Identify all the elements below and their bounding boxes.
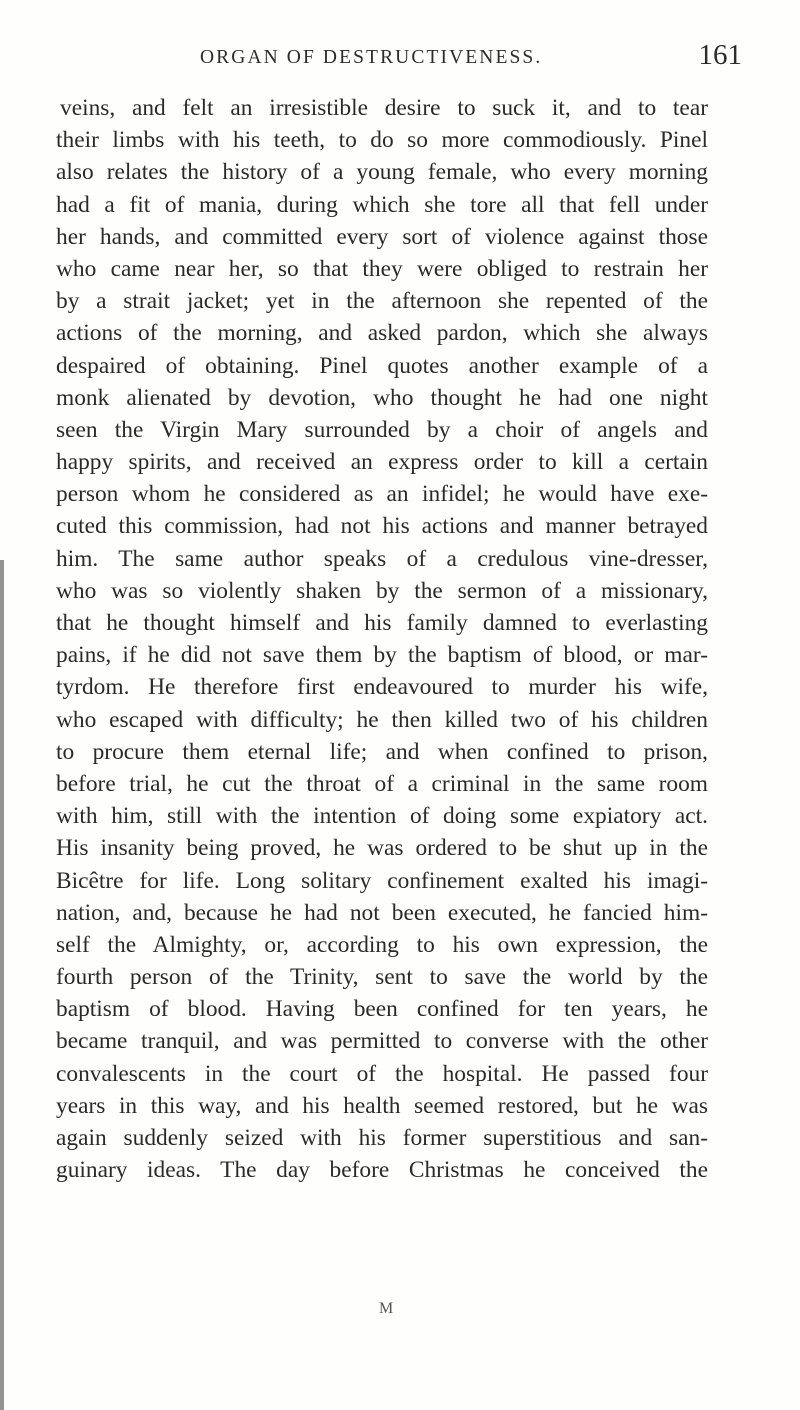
text-line: veins, and felt an irresistible desire to suck it, and to tear xyxy=(60,95,708,121)
text-line: again suddenly seized with his former superstitious and san- xyxy=(56,1125,708,1151)
body-text xyxy=(56,92,708,1186)
page-gutter-shadow xyxy=(0,560,4,1410)
text-line: convalescents in the court of the hospital. He passed four xyxy=(56,1060,708,1087)
page-number: 161 xyxy=(698,39,742,71)
text-line: before trial, he cut the throat of a criminal in the same room xyxy=(56,770,708,797)
text-line: with him, still with the intention of doing some expiatory act. xyxy=(56,803,708,830)
text-line: that he thought himself and his family damned to everlasting xyxy=(56,610,708,636)
text-line: happy spirits, and received an express order to kill a certain xyxy=(56,449,708,476)
text-line: nation, and, because he had not been executed, he fancied him- xyxy=(56,899,708,926)
text-line: pains, if he did not save them by the baptism of blood, or mar- xyxy=(56,642,708,669)
text-line: by a strait jacket; yet in the afternoon she repented of the xyxy=(56,288,708,315)
text-line: who escaped with difficulty; he then killed two of his children xyxy=(56,706,708,733)
text-line: baptism of blood. Having been confined for ten years, he xyxy=(56,996,708,1023)
text-line: him. The same author speaks of a credulous vine-dresser, xyxy=(56,545,708,572)
text-line: seen the Virgin Mary surrounded by a choir of angels and xyxy=(56,416,708,443)
text-line: became tranquil, and was permitted to converse with the other xyxy=(56,1028,708,1055)
text-line: who was so violently shaken by the sermon of a missionary, xyxy=(56,577,708,604)
text-line: to procure them eternal life; and when confined to prison, xyxy=(56,738,708,765)
text-line: also relates the history of a young female, who every morning xyxy=(56,159,708,186)
text-line: their limbs with his teeth, to do so more commodiously. Pinel xyxy=(56,127,708,154)
text-line: years in this way, and his health seemed restored, but he was xyxy=(56,1092,708,1119)
text-line: her hands, and committed every sort of violence against those xyxy=(56,223,708,250)
text-line: actions of the morning, and asked pardon, which she always xyxy=(56,320,708,347)
text-line: cuted this commission, had not his actions and manner betrayed xyxy=(56,513,708,540)
text-line: guinary ideas. The day before Christmas he conceived the xyxy=(56,1157,708,1184)
text-line: tyrdom. He therefore first endeavoured to murder his wife, xyxy=(56,674,708,701)
text-line: who came near her, so that they were obliged to restrain her xyxy=(56,255,708,282)
text-line: despaired of obtaining. Pinel quotes another example of a xyxy=(56,352,708,379)
text-line: His insanity being proved, he was ordered to be shut up in the xyxy=(56,835,708,862)
text-line: Bicêtre for life. Long solitary confinement exalted his imagi- xyxy=(56,867,708,894)
running-header: ORGAN OF DESTRUCTIVENESS. xyxy=(200,47,543,68)
text-line: self the Almighty, or, according to his own expression, the xyxy=(56,931,708,958)
signature-mark: M xyxy=(379,1300,395,1317)
text-line: monk alienated by devotion, who thought he had one night xyxy=(56,384,708,411)
text-line: had a fit of mania, during which she tore all that fell under xyxy=(56,191,708,218)
text-line: person whom he considered as an infidel; he would have exe- xyxy=(56,481,708,508)
text-line: fourth person of the Trinity, sent to save the world by the xyxy=(56,964,708,991)
